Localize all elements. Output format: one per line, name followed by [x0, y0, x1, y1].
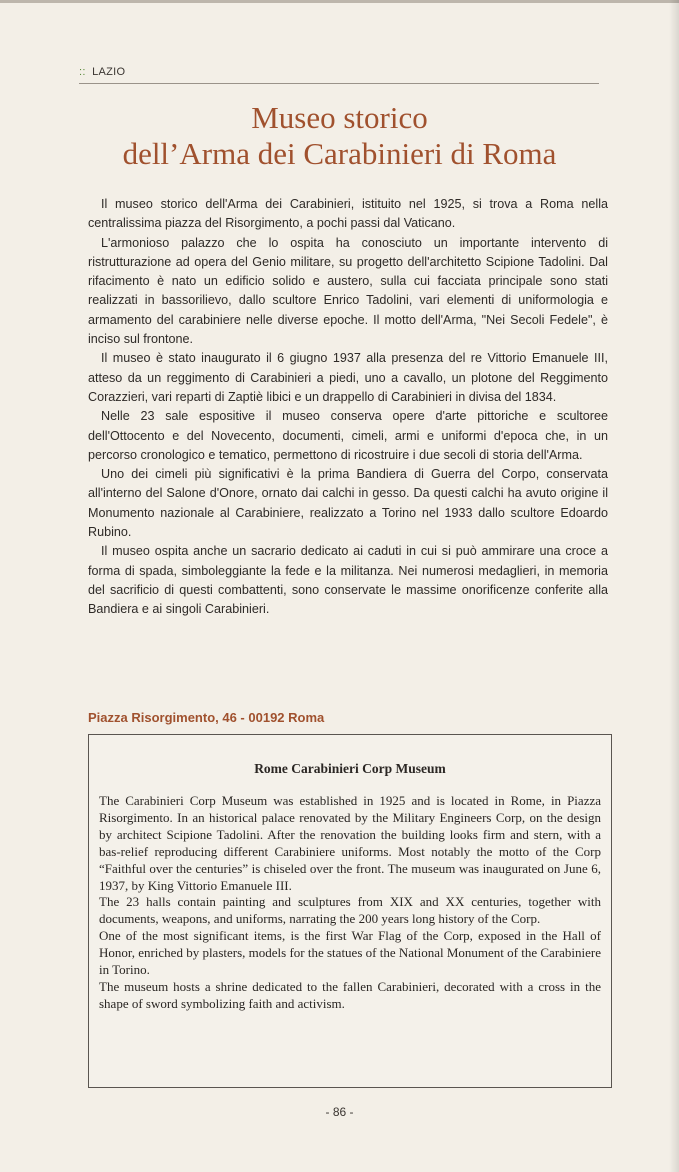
article-paragraph: L'armonioso palazzo che lo ospita ha conosciuto un importante intervento di ristrutturazione ad opera del Genio militare, su progetto dell'architetto Scipione Tadolini. Dal rifacimento è nato un edificio solido e austero, sulla cui facciata principale sono stati realizzati in bassorilievo, dallo scultore Enrico Tadolini, vari elementi di uniformologia e armamento del carabiniere nelle diverse epoche. Il motto dell'Arma, "Nei Secoli Fedele", è inciso sul frontone.	[88, 235, 608, 347]
english-paragraph: The 23 halls contain painting and sculptures from XIX and XX centuries, together with documents, weapons, and uniforms, narrating the 200 years long history of the Corp.	[99, 894, 601, 927]
page-binding-shadow	[669, 0, 679, 1172]
page-top-edge	[0, 0, 679, 3]
article-paragraph: Il museo ospita anche un sacrario dedicato ai caduti in cui si può ammirare una croce a forma di spada, simboleggiante la fede e la militanza. Nei numerosi medaglieri, in memoria del sacrificio di questi combattenti, sono conservate le massime onorificenze conferite alla Bandiera e ai singoli Carabinieri.	[88, 544, 608, 617]
section-header-label: LAZIO	[92, 66, 126, 78]
section-header	[79, 66, 599, 78]
page-title	[0, 100, 679, 172]
article-paragraph: Il museo è stato inaugurato il 6 giugno 1937 alla presenza del re Vittorio Emanuele III, atteso da un reggimento di Carabinieri a piedi, uno a cavallo, un plotone del Reggimento Corazzieri, vari reparti di Zaptiè libici e un drappello di Carabinieri in divisa del 1834.	[88, 351, 608, 404]
page-number: - 86 -	[325, 1105, 354, 1119]
english-summary-box	[88, 734, 612, 1088]
english-paragraph: One of the most significant items, is the first War Flag of the Corp, exposed in the Hall of Honor, enriched by plasters, models for the statues of the National Monument of the Carabiniere in Torino.	[99, 928, 602, 978]
article-paragraph: Uno dei cimeli più significativi è la prima Bandiera di Guerra del Corpo, conservata all'interno del Salone d'Onore, ornato dai calchi in gesso. Da questi calchi ha avuto origine il Monumento nazionale al Carabiniere, realizzato a Torino nel 1933 dallo scultore Edoardo Rubino.	[88, 467, 608, 540]
article-body-italian	[88, 195, 608, 620]
article-paragraph: Nelle 23 sale espositive il museo conserva opere d'arte pittoriche e scultoree dell'Ottocento e del Novecento, documenti, cimeli, armi e uniformi d'epoca che, in un percorso cronologico e tematico, permettono di ricostruire i due secoli di storia dell'Arma.	[88, 409, 608, 462]
english-summary-body	[99, 793, 601, 1013]
article-paragraph: Il museo storico dell'Arma dei Carabinieri, istituito nel 1925, si trova a Roma nella centralissima piazza del Risorgimento, a pochi passi dal Vaticano.	[88, 197, 608, 231]
english-summary-title: Rome Carabinieri Corp Museum	[254, 761, 446, 776]
section-header-dots: ::	[79, 66, 86, 78]
page-title-line-1: Museo storico	[251, 100, 428, 135]
page-title-line-2: dell’Arma dei Carabinieri di Roma	[122, 136, 557, 171]
english-paragraph: The museum hosts a shrine dedicated to the fallen Carabinieri, decorated with a cross in the shape of sword symbolizing faith and activism.	[99, 978, 601, 1011]
header-rule	[79, 83, 599, 84]
english-paragraph: The Carabinieri Corp Museum was established in 1925 and is located in Rome, in Piazza Risorgimento. In an historical palace renovated by the Military Engineers Corp, on the design by architect Scipione Tadolini. After the renovation the building looks firm and stern, with a bas-relief reproducing different Carabiniere uniforms. Most notably the motto of the Corp “Faithful over the centuries” is chiseled over the front. The museum was inaugurated on June 6, 1937, by King Vittorio Emanuele III.	[99, 793, 601, 893]
museum-address: Piazza Risorgimento, 46 - 00192 Roma	[88, 710, 325, 725]
